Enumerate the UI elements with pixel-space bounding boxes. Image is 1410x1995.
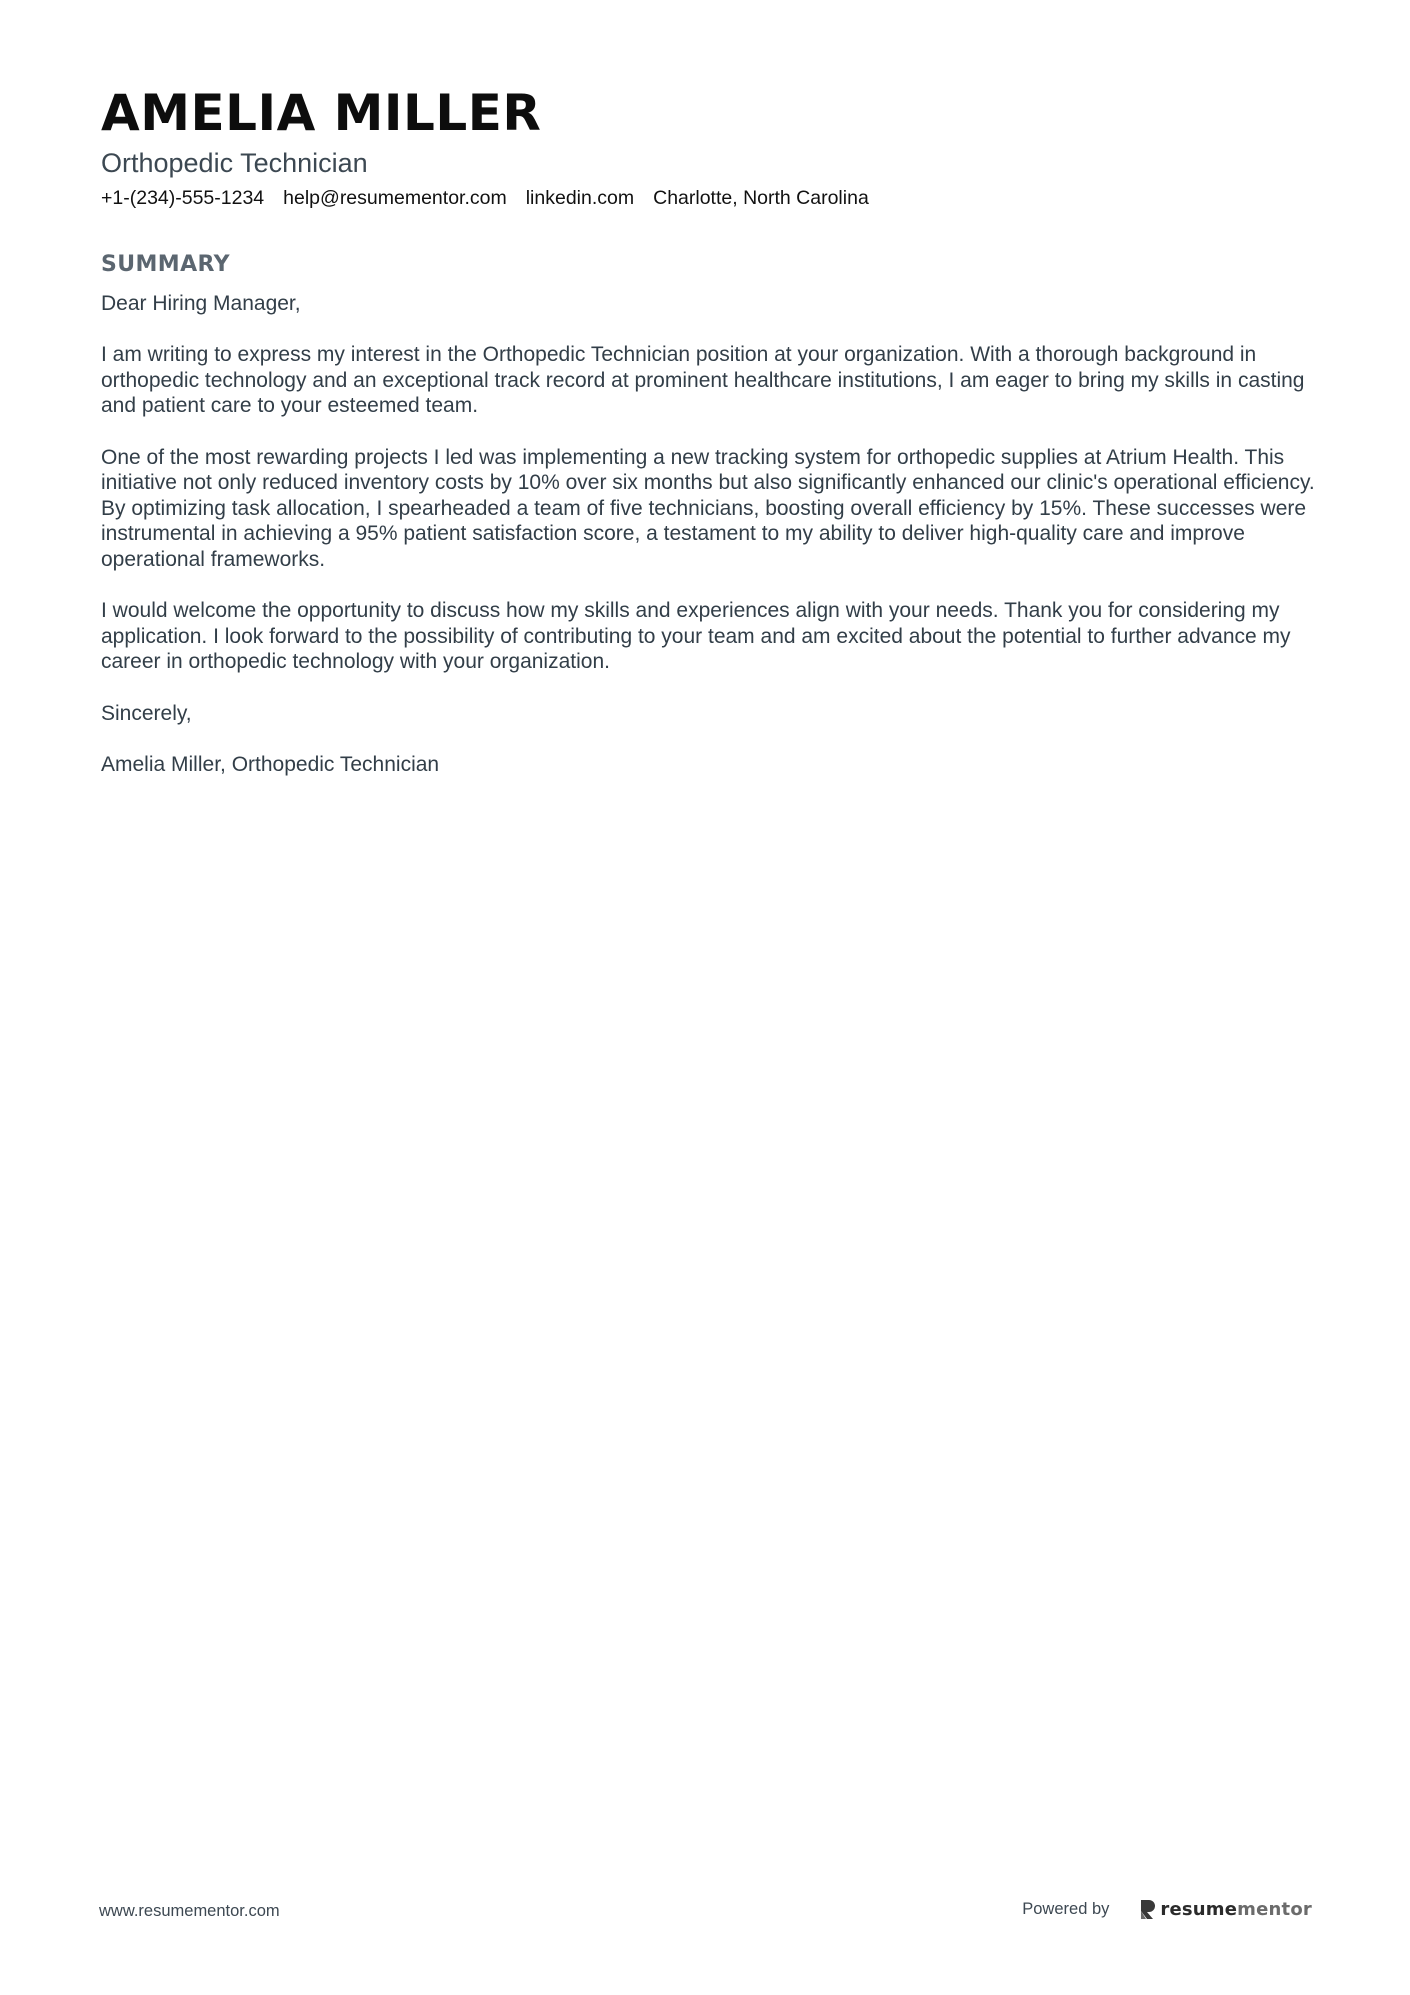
resumementor-logo-icon <box>1139 1898 1156 1920</box>
contact-line <box>101 185 1321 211</box>
brand-wordmark-part1: resume <box>1160 1898 1238 1920</box>
closing: Sincerely, <box>101 701 192 725</box>
powered-by-badge[interactable] <box>1022 1898 1312 1920</box>
body-paragraph: I am writing to express my interest in the Orthopedic Technician position at your organization. With a thorough background in orthopedic technology and an exceptional track record at prominent healthcare institutions, I am eager to bring my skills in casting and patient care to your esteemed team. <box>101 343 1305 418</box>
header <box>101 82 1321 211</box>
brand-wordmark <box>1160 1899 1312 1920</box>
powered-by-label: Powered by <box>1022 1899 1110 1918</box>
candidate-name: AMELIA MILLER <box>101 84 542 142</box>
summary-section <box>101 250 1321 803</box>
signature: Amelia Miller, Orthopedic Technician <box>101 752 440 776</box>
body-paragraph: One of the most rewarding projects I led was implementing a new tracking system for orthopedic supplies at Atrium Health. This initiative not only reduced inventory costs by 10% over six months but also significantly enhanced our clinic's operational efficiency. By optimizing task allocation, I spearheaded a team of five technicians, boosting overall efficiency by 15%. These successes were instrumental in achieving a 95% patient satisfaction score, a testament to my ability to deliver high-quality care and improve operational frameworks. <box>101 445 1315 571</box>
brand-wordmark-part2: mentor <box>1237 1898 1312 1920</box>
contact-email[interactable]: help@resumementor.com <box>283 187 507 209</box>
contact-linkedin[interactable]: linkedin.com <box>525 187 635 209</box>
section-title: SUMMARY <box>101 252 230 277</box>
contact-location: Charlotte, North Carolina <box>653 187 869 209</box>
salutation: Dear Hiring Manager, <box>101 292 301 315</box>
body-paragraph: I would welcome the opportunity to discuss how my skills and experiences align with your needs. Thank you for considering my application. I look forward to the possibility of contributing to your team and am excited about the potential to further advance my career in orthopedic technology with your organization. <box>101 599 1291 674</box>
candidate-role: Orthopedic Technician <box>101 148 368 178</box>
contact-phone: +1-(234)-555-1234 <box>101 187 265 209</box>
footer-website-link[interactable]: www.resumementor.com <box>99 1902 280 1920</box>
